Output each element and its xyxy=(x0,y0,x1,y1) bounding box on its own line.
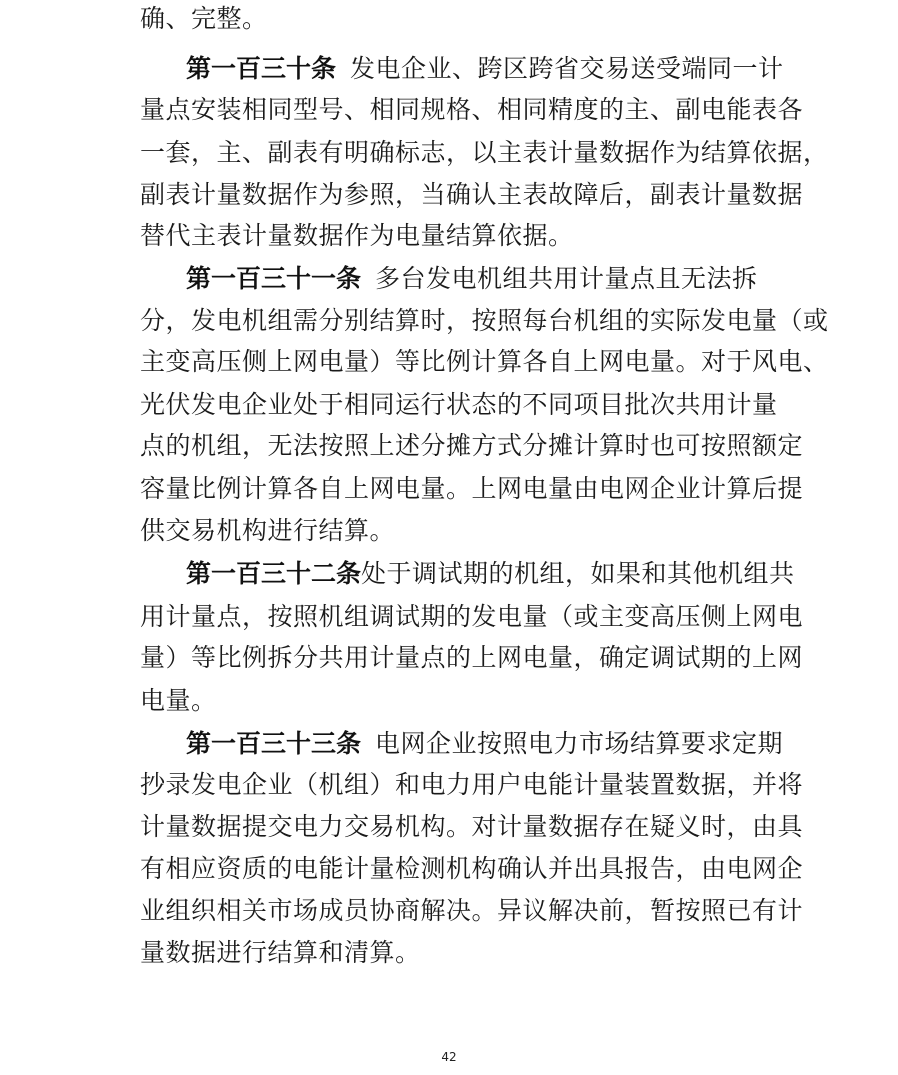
article-133-line: 抄录发电企业（机组）和电力用户电能计量装置数据，并将 xyxy=(140,770,804,799)
article-131-line: 分，发电机组需分别结算时，按照每台机组的实际发电量（或 xyxy=(140,306,829,335)
article-130-text: 发电企业、跨区跨省交易送受端同一计 xyxy=(350,54,784,83)
article-131-text: 多台发电机组共用计量点且无法拆 xyxy=(375,264,758,293)
article-133-line: 计量数据提交电力交易机构。对计量数据存在疑义时，由具 xyxy=(140,812,804,841)
article-133-text: 电网企业按照电力市场结算要求定期 xyxy=(375,729,784,758)
article-133-number: 第一百三十三条 xyxy=(186,729,362,758)
article-132-line: 用计量点，按照机组调试期的发电量（或主变高压侧上网电 xyxy=(140,602,804,631)
article-133-line: 业组织相关市场成员协商解决。异议解决前，暂按照已有计 xyxy=(140,896,804,925)
article-133-line: 量数据进行结算和清算。 xyxy=(140,938,421,967)
article-130-number: 第一百三十条 xyxy=(186,54,337,83)
article-132-line: 量）等比例拆分共用计量点的上网电量，确定调试期的上网 xyxy=(140,643,804,672)
article-131-first-line xyxy=(186,262,758,296)
article-130-line: 副表计量数据作为参照，当确认主表故障后，副表计量数据 xyxy=(140,180,804,209)
article-131-line: 点的机组，无法按照上述分摊方式分摊计算时也可按照额定 xyxy=(140,431,804,460)
article-132-first-line xyxy=(186,557,795,591)
article-132-number: 第一百三十二条 xyxy=(186,559,362,588)
article-131-line: 主变高压侧上网电量）等比例计算各自上网电量。对于风电、 xyxy=(140,347,829,376)
article-131-number: 第一百三十一条 xyxy=(186,264,362,293)
page-number: 42 xyxy=(441,1050,457,1064)
article-133-line: 有相应资质的电能计量检测机构确认并出具报告，由电网企 xyxy=(140,854,804,883)
article-132-line: 电量。 xyxy=(140,686,217,715)
article-133-first-line xyxy=(186,727,783,761)
article-131-line: 光伏发电企业处于相同运行状态的不同项目批次共用计量 xyxy=(140,390,778,419)
article-130-line: 量点安装相同型号、相同规格、相同精度的主、副电能表各 xyxy=(140,95,804,124)
article-132-text: 处于调试期的机组，如果和其他机组共 xyxy=(361,559,795,588)
lead-in-line: 确、完整。 xyxy=(140,4,268,33)
article-130-line: 一套，主、副表有明确标志，以主表计量数据作为结算依据， xyxy=(140,138,829,167)
article-131-line: 供交易机构进行结算。 xyxy=(140,516,396,545)
article-131-line: 容量比例计算各自上网电量。上网电量由电网企业计算后提 xyxy=(140,474,804,503)
article-130-line: 替代主表计量数据作为电量结算依据。 xyxy=(140,221,574,250)
article-130-first-line xyxy=(186,52,784,86)
